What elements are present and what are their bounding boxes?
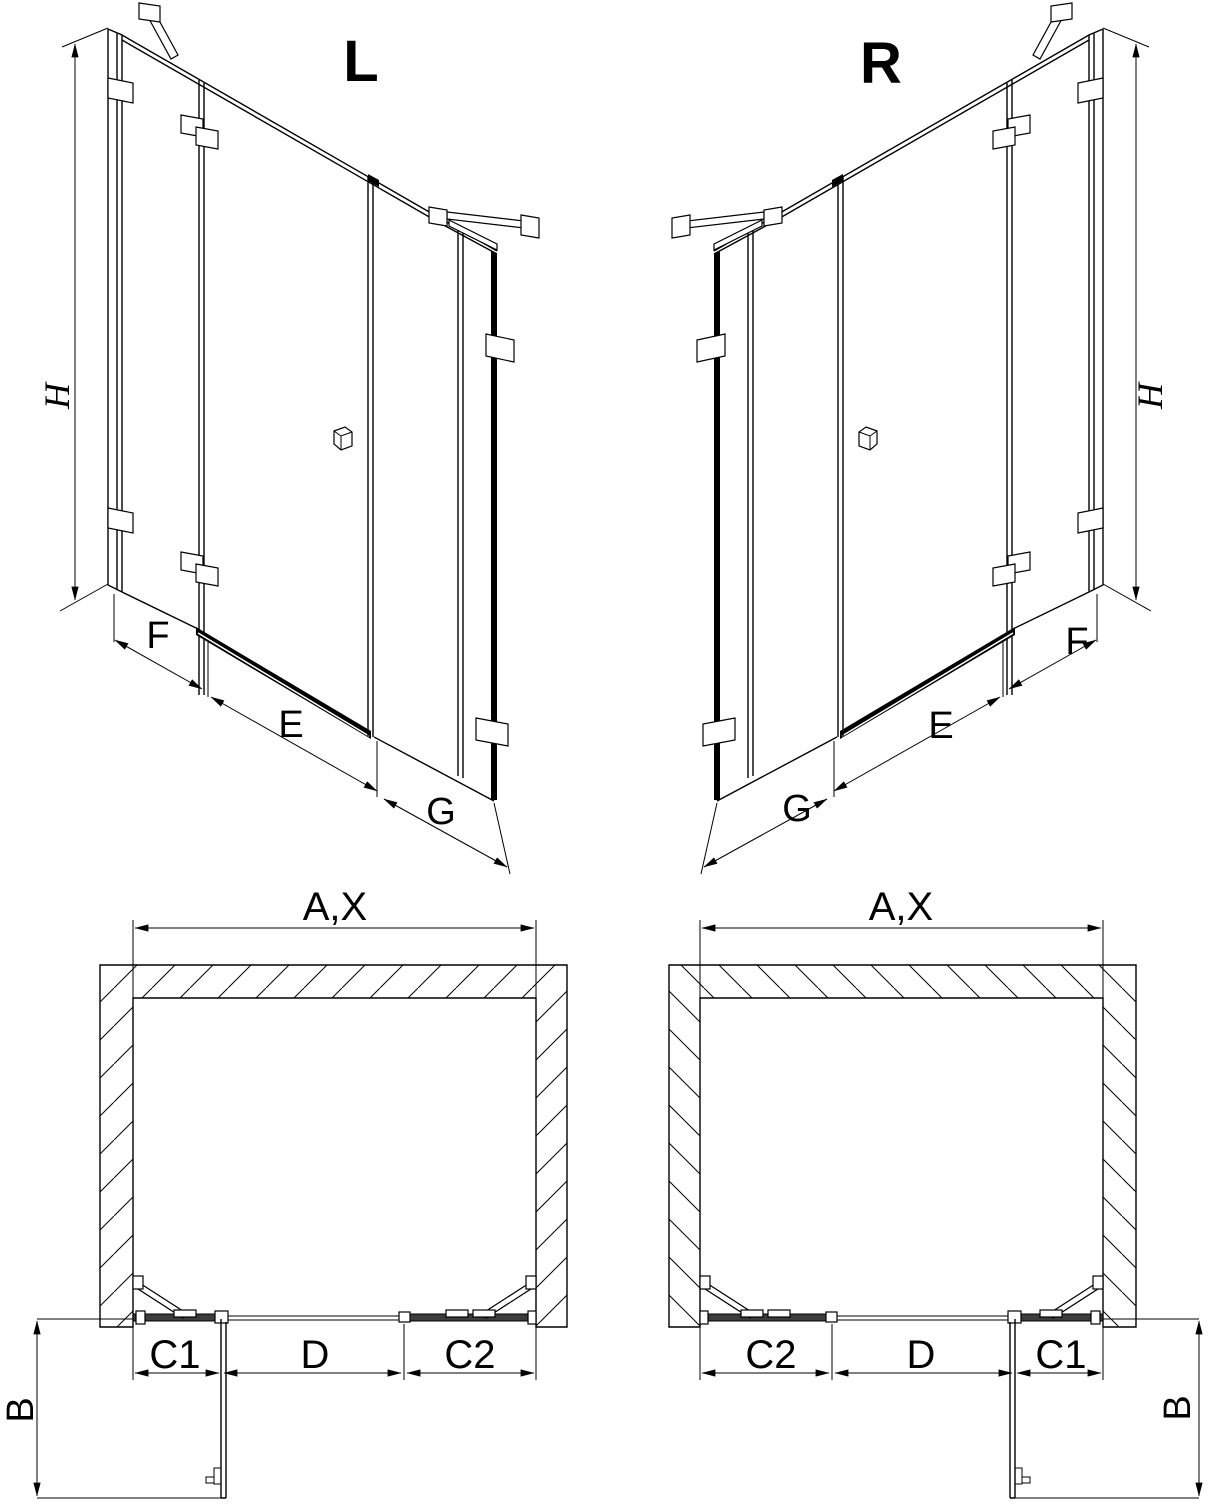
floor-plan-right (669, 920, 1199, 1498)
dim-label-fixed-panel-right: F (1065, 621, 1089, 663)
view-title-right: R (860, 31, 902, 96)
dim-label-c2-left: C2 (444, 1333, 496, 1377)
dim-label-side-panel-left: G (426, 791, 456, 833)
view-title-left: L (343, 29, 379, 94)
dim-label-door-left: E (278, 704, 304, 746)
dim-label-d-right: D (906, 1333, 936, 1377)
dim-label-c2-right: C2 (745, 1333, 797, 1377)
dim-label-total-width-right: A,X (868, 885, 934, 929)
dim-label-d-left: D (300, 1333, 330, 1377)
floor-plan-left (37, 920, 567, 1498)
dim-label-door-right: E (928, 705, 954, 747)
enclosure-3d-view-right (672, 3, 1151, 874)
dim-label-fixed-panel-left: F (146, 615, 170, 657)
dim-label-c1-right: C1 (1035, 1333, 1087, 1377)
dim-label-c1-left: C1 (149, 1333, 201, 1377)
dim-label-b-left: B (0, 1397, 42, 1423)
dim-label-b-right: B (1157, 1395, 1199, 1421)
dim-label-height-right: H (1130, 383, 1170, 409)
dim-label-height-left: H (37, 383, 77, 409)
dim-label-side-panel-right: G (782, 788, 812, 830)
dim-label-total-width-left: A,X (302, 885, 368, 929)
